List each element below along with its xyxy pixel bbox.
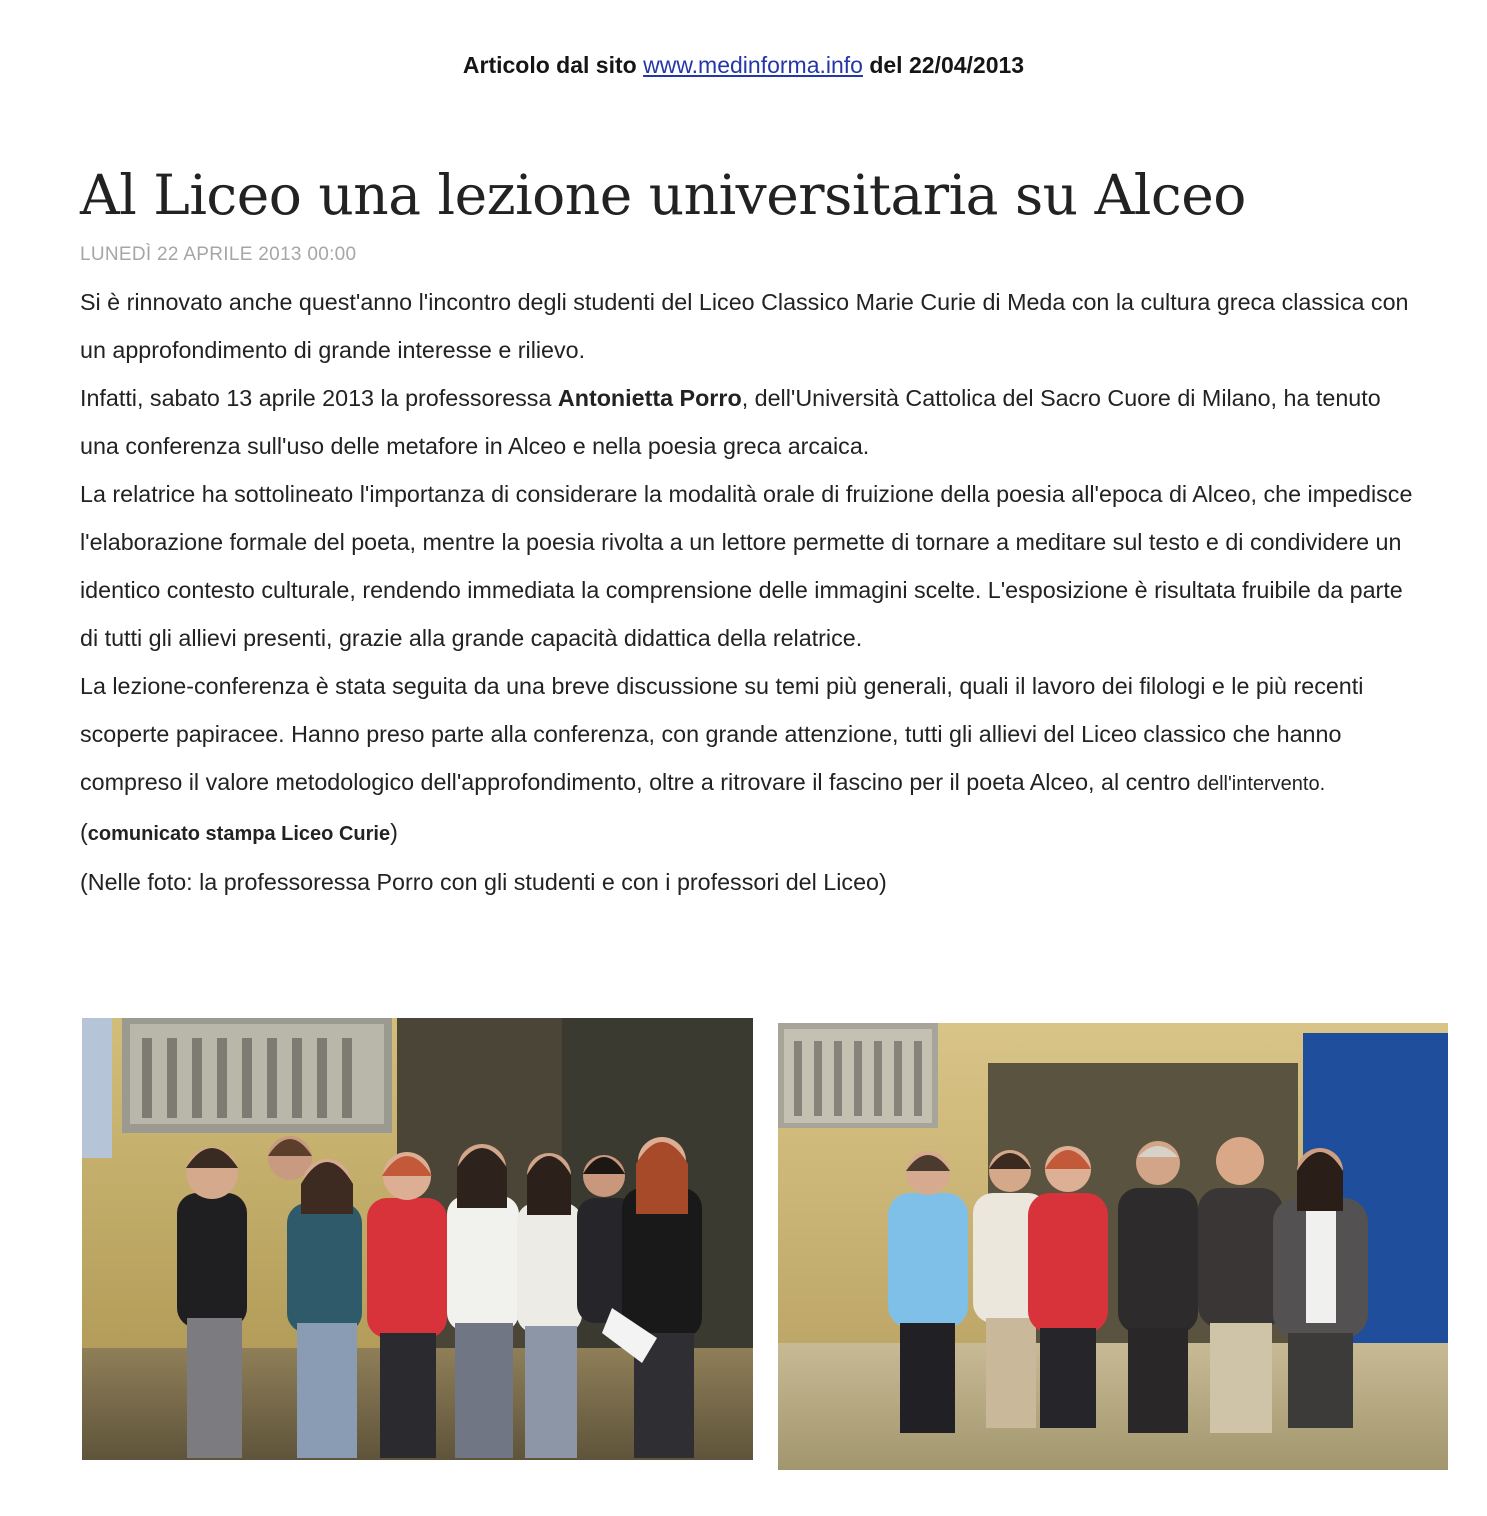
paragraph-4 — [80, 662, 1420, 858]
source-prefix: Articolo dal sito — [462, 52, 637, 78]
paragraph-2-start: Infatti, sabato 13 aprile 2013 la professoressa — [80, 385, 558, 411]
paragraph-3: La relatrice ha sottolineato l'importanza di considerare la modalità orale di fruizione della poesia all'epoca di Alceo, che impedisce l'elaborazione formale del poeta, mentre la poesia rivolta a un lettore permette di tornare a meditare sul testo e di condividere un identico contesto culturale, rendendo immediata la comprensione delle immagini scelte. L'esposizione è risultata fruibile da parte di tutti gli allievi presenti, grazie alla grande capacità didattica della relatrice. — [80, 481, 1413, 651]
article-title: Al Liceo una lezione universitaria su Alceo — [80, 163, 1246, 227]
professors-scene — [778, 1023, 1448, 1470]
source-date: del 22/04/2013 — [869, 52, 1025, 78]
press-release-source: comunicato stampa Liceo Curie — [87, 823, 391, 845]
article-body — [80, 278, 1420, 906]
paragraph-2-end: , dell'Università Cattolica del Sacro Cuore di Milano, ha tenuto una conferenza sull'uso delle metafore in Alceo e nella poesia greca arcaica. — [80, 385, 1381, 459]
source-close: ) — [390, 819, 398, 845]
students-scene — [82, 1018, 753, 1460]
photo-caption: (Nelle foto: la professoressa Porro con gli studenti e con i professori del Liceo) — [80, 869, 887, 895]
group-professors-photo — [778, 1023, 1448, 1470]
paragraph-1: Si è rinnovato anche quest'anno l'incontro degli studenti del Liceo Classico Marie Curie di Meda con la cultura greca classica con un approfondimento di grande interesse e rilievo. — [80, 289, 1409, 363]
source-header — [0, 52, 1487, 79]
article-date: LUNEDÌ 22 APRILE 2013 00:00 — [80, 244, 357, 265]
paragraph-2 — [80, 374, 1420, 470]
speaker-name: Antonietta Porro — [557, 385, 742, 411]
group-students-photo — [82, 1018, 753, 1460]
paragraph-4-small: dell'intervento. — [1196, 773, 1326, 795]
source-link[interactable]: www.medinforma.info — [643, 52, 863, 78]
paragraph-4-text: La lezione-conferenza è stata seguita da una breve discussione su temi più generali, quali il lavoro dei filologi e le più recenti scoperte papiracee. Hanno preso parte alla conferenza, con grande attenzione, tutti gli allievi del Liceo classico che hanno compreso il valore metodologico dell'approfondimento, oltre a ritrovare il fascino per il poeta Alceo, al centro — [80, 673, 1364, 795]
source-open: ( — [80, 819, 88, 845]
